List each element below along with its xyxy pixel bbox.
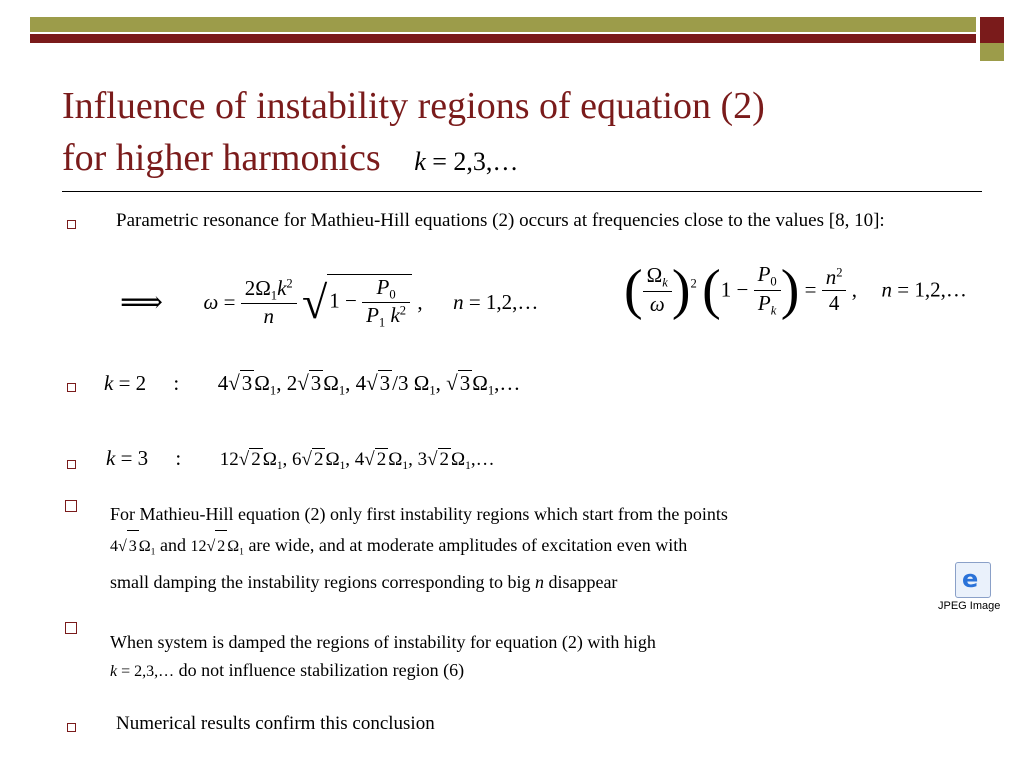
slide-title: [62, 80, 962, 188]
k2-row: k = 2 : $4√3\Omega_1$, $2√3\Omega_1$, 4√3/3 $\Omega_1$, $√3\Omega_1,\dots$: [104, 371, 521, 398]
bullet-4-line-2-end: are wide, and at moderate amplitudes of excitation even with: [248, 535, 688, 555]
title-line-1: Influence of instability regions of equation (2): [62, 85, 765, 127]
header-bar-red: [30, 34, 976, 43]
title-line-2: [62, 132, 962, 188]
bullet-marker: [65, 500, 77, 512]
title-line-2-text: for higher harmonics: [62, 137, 381, 179]
bullet-4-n: n: [534, 572, 544, 593]
bullet-4-line-3-text: small damping the instability regions corresponding to big: [110, 572, 531, 593]
bullet-marker: [67, 723, 76, 732]
title-divider: [62, 191, 982, 192]
bullet-5-line-2: [110, 656, 970, 686]
bullet-5-text: [110, 628, 970, 686]
ie-e-icon[interactable]: e: [955, 562, 991, 598]
bullet-4-and: and: [159, 535, 186, 555]
header-bar-olive: [30, 17, 976, 34]
bullet-5-line-1: When system is damped the regions of instability for equation (2) with high: [110, 632, 656, 652]
bullet-4-line-2: 4√ 3 $\Omega_1$ and 12√ 2 $\Omega_1$ are wide, and at moderate amplitudes of excitation even with: [110, 530, 970, 567]
jpeg-image-label[interactable]: JPEG Image: [938, 600, 1001, 612]
bullet-6-text: Numerical results confirm this conclusion: [116, 713, 435, 734]
bullet-4-line-3: [110, 567, 970, 598]
bullet-marker: [67, 460, 76, 469]
bullet-5-k: k = 2,3,…: [110, 663, 175, 680]
header-bar: [30, 17, 976, 43]
formula-n-range-1: n = 1,2,…: [453, 289, 539, 314]
formula-omega: ⟹ ω = $\frac{2\Omega_1k^2}{n}$ √1 − $\frac{P_0}{P_1 k^2}$ , n = 1,2,…: [120, 275, 539, 330]
k3-row: k = 3 : 12√ 2 $\Omega_1$, 6√ 2 $\Omega_1$, 4√ 2 $\Omega_1$, 3√ 2 $\Omega_1,\dots$: [106, 446, 495, 472]
bullet-4-line-1: For Mathieu-Hill equation (2) only first instability regions which start from the points: [110, 504, 728, 524]
corner-block-red: [980, 17, 1004, 43]
bullet-marker: [67, 220, 76, 229]
formula-omega-k: ( $\frac{\Omega_k}{\omega}$ )$^2$ (1 − $\frac{P_0}{P_k}$ ) = $\frac{n^2}{4}$ , n = 1,2,…: [624, 259, 967, 321]
bullet-5-line-2-text: do not influence stabilization region (6): [178, 660, 465, 680]
k3-label: k = 3: [106, 446, 149, 470]
bullet-marker: [67, 383, 76, 392]
corner-block-olive: [980, 43, 1004, 61]
k2-label: k = 2: [104, 371, 147, 395]
formula-n-range-2: n = 1,2,…: [881, 277, 967, 302]
bullet-marker: [65, 622, 77, 634]
bullet-1-text: Parametric resonance for Mathieu-Hill equations (2) occurs at frequencies close to the values [8, 10]:: [116, 210, 885, 231]
title-k-range: k = 2,3,…: [414, 147, 519, 176]
bullet-4-disappear: disappear: [548, 572, 618, 593]
bullet-4-text: [110, 499, 970, 598]
